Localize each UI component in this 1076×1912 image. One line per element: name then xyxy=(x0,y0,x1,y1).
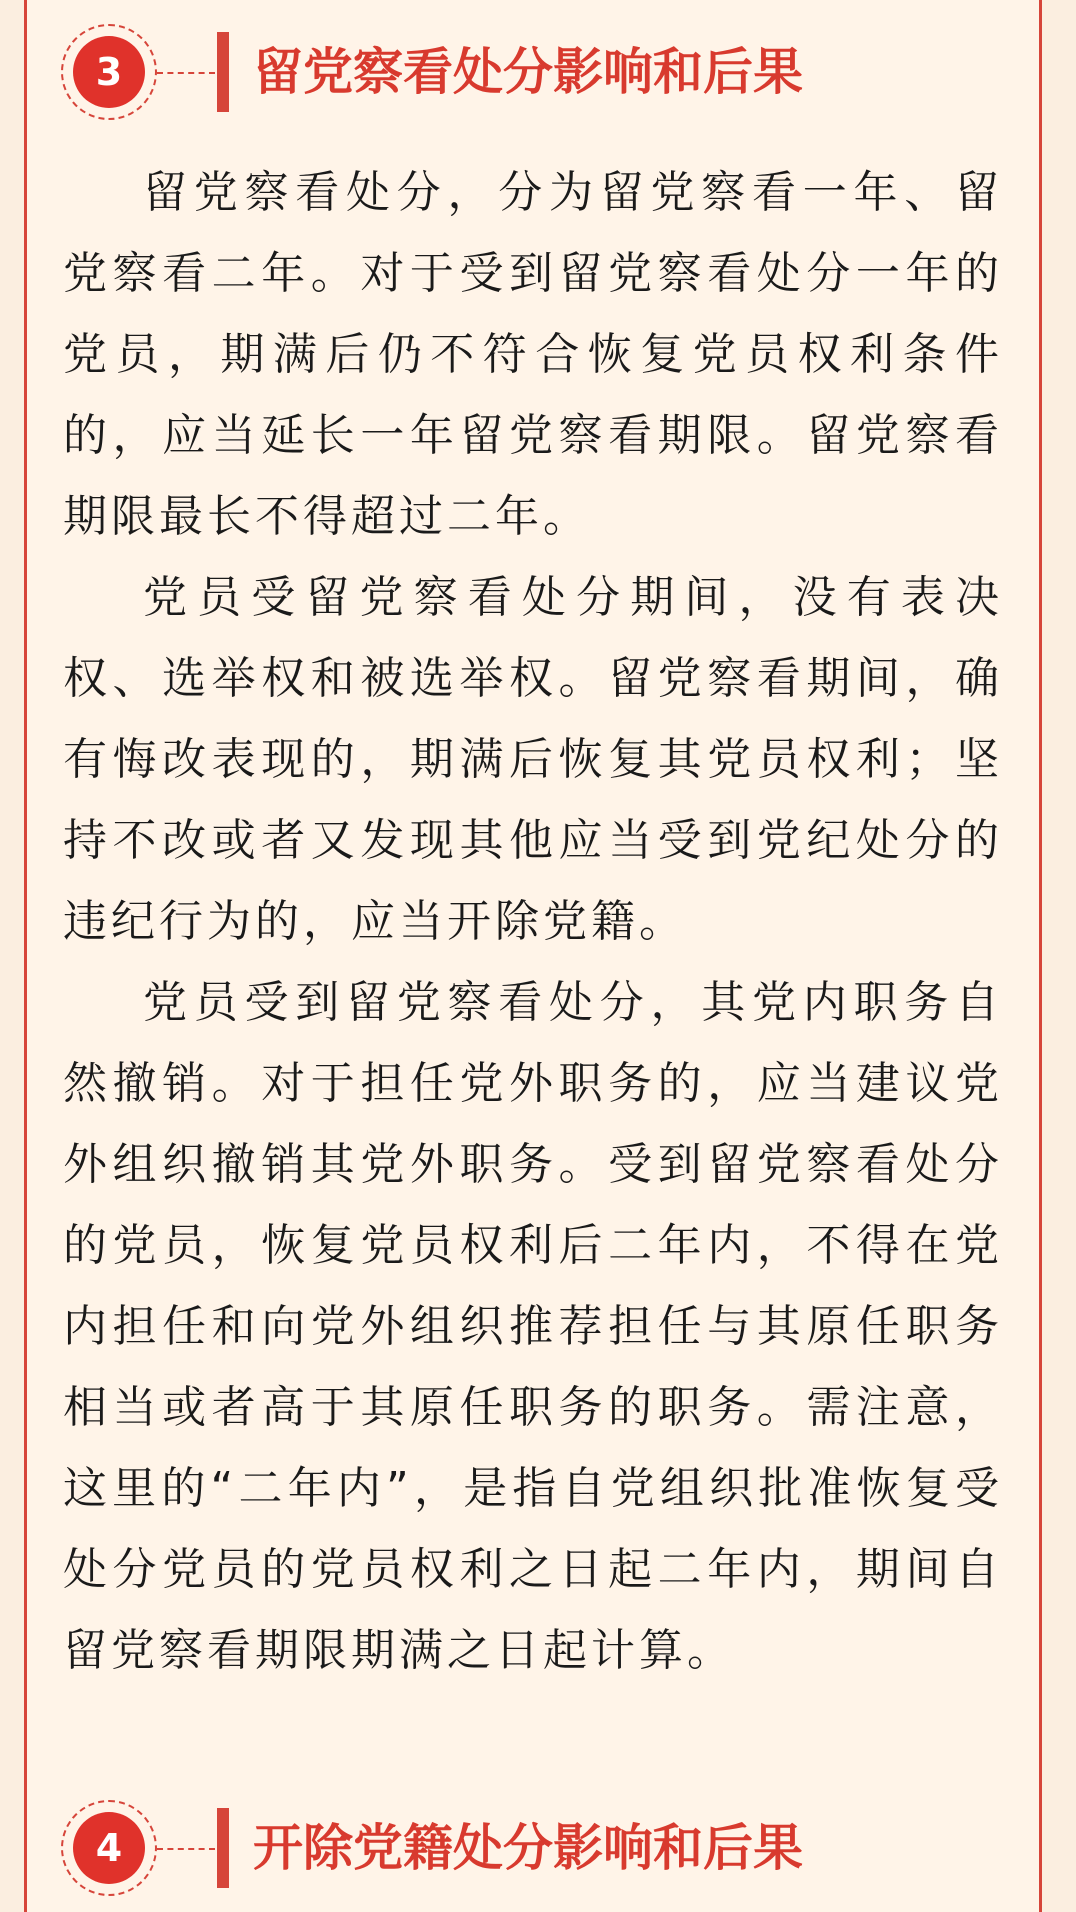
section-body xyxy=(63,152,1003,1691)
paragraph: 党员受到留党察看处分，其党内职务自然撤销。对于担任党外职务的，应当建议党外组织撤销其党外职务。受到留党察看处分的党员，恢复党员权利后二年内，不得在党内担任和向党外组织推荐担任与其原任职务相当或者高于其原任职务的职务。需注意，这里的“二年内”，是指自党组织批准恢复受处分党员的党员权利之日起二年内，期间自留党察看期限期满之日起计算。 xyxy=(63,977,1003,1676)
dashed-connector xyxy=(157,72,215,74)
paragraph: 党员受留党察看处分期间，没有表决权、选举权和被选举权。留党察看期间，确有悔改表现的，期满后恢复其党员权利；坚持不改或者又发现其他应当受到党纪处分的违纪行为的，应当开除党籍。 xyxy=(63,572,1003,947)
section-header-3 xyxy=(61,24,1001,124)
paragraph: 留党察看处分，分为留党察看一年、留党察看二年。对于受到留党察看处分一年的党员，期满后仍不符合恢复党员权利条件的，应当延长一年留党察看期限。留党察看期限最长不得超过二年。 xyxy=(63,167,1003,542)
title-bar-decoration xyxy=(217,32,229,112)
section-number: 4 xyxy=(73,1812,145,1884)
section-number: 3 xyxy=(73,36,145,108)
dashed-connector xyxy=(157,1848,215,1850)
section-title: 留党察看处分影响和后果 xyxy=(253,43,803,101)
number-badge xyxy=(61,1800,157,1896)
section-header-4 xyxy=(61,1800,1001,1900)
section-title: 开除党籍处分影响和后果 xyxy=(253,1819,803,1877)
number-badge xyxy=(61,24,157,120)
document-page xyxy=(24,0,1042,1912)
title-bar-decoration xyxy=(217,1808,229,1888)
